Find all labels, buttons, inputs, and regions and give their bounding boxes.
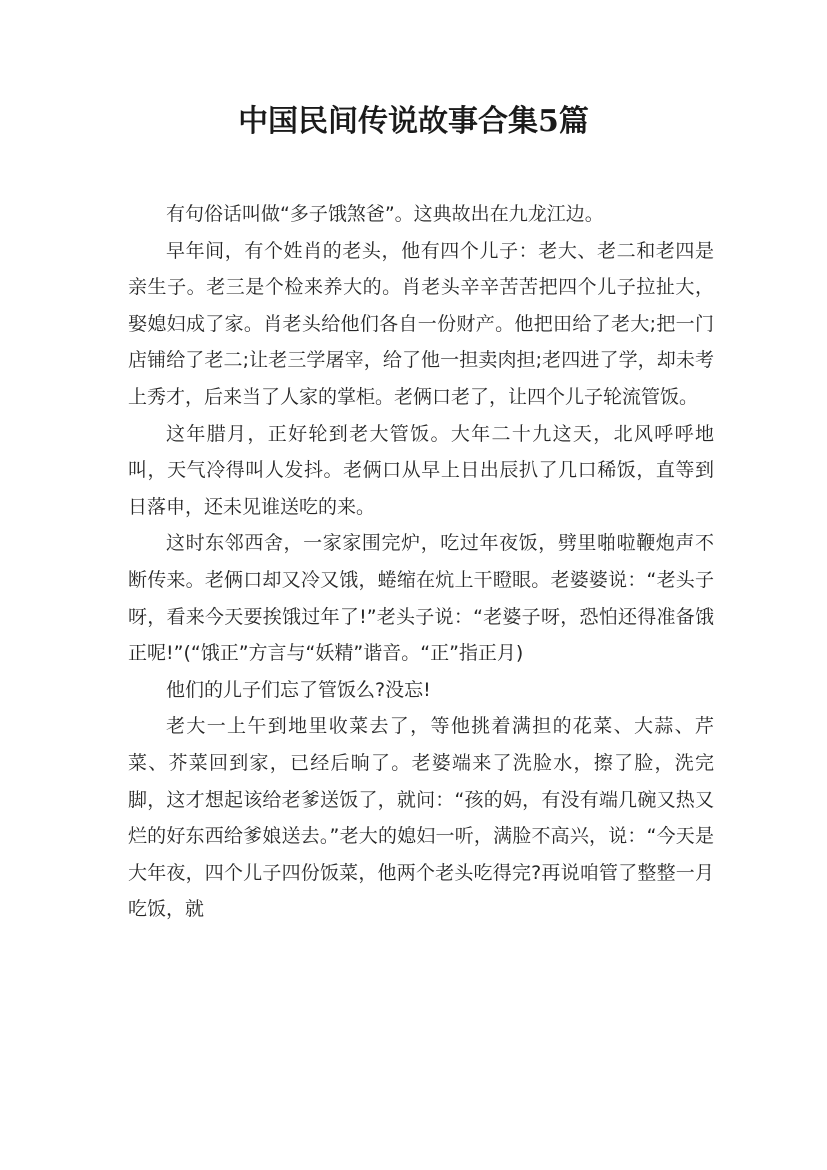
paragraph: 早年间，有个姓肖的老头，他有四个儿子：老大、老二和老四是亲生子。老三是个检来养大的。肖老头辛辛苦苦把四个儿子拉扯大，娶媳妇成了家。肖老头给他们各自一份财产。他把田给了老大;把一门店铺给了老二;让老三学屠宰，给了他一担卖肉担;老四进了学，却未考上秀才，后来当了人家的掌柜。老俩口老了，让四个儿子轮流管饭。 [128, 239, 714, 408]
paragraph: 他们的儿子们忘了管饭么?没忘! [166, 678, 431, 701]
document-title: 中国民间传说故事合集5篇 [238, 104, 589, 139]
paragraph: 老大一上午到地里收菜去了，等他挑着满担的花菜、大蒜、芹菜、芥菜回到家，已经后晌了。老婆端来了洗脸水，擦了脸，洗完脚，这才想起该给老爹送饭了，就问：“孩的妈，有没有端几碗又热又烂的好东西给爹娘送去。”老大的媳妇一听，满脸不高兴，说：“今天是大年夜，四个儿子四份饭菜，他两个老头吃得完?再说咱管了整整一月吃饭，就 [128, 715, 714, 921]
document-body [128, 196, 714, 928]
paragraph: 这时东邻西舍，一家家围完炉，吃过年夜饭，劈里啪啦鞭炮声不断传来。老俩口却又冷又饿，蜷缩在炕上干瞪眼。老婆婆说：“老头子呀，看来今天要挨饿过年了!”老头子说：“老婆子呀，恐怕还得准备饿正呢!”(“饿正”方言与“妖精”谐音。“正”指正月) [128, 532, 714, 665]
paragraph: 有句俗话叫做“多子饿煞爸”。这典故出在九龙江边。 [166, 203, 604, 225]
paragraph: 这年腊月，正好轮到老大管饭。大年二十九这天，北风呼呼地叫，天气冷得叫人发抖。老俩口从早上日出辰扒了几口稀饭，直等到日落申，还未见谁送吃的来。 [128, 422, 714, 518]
